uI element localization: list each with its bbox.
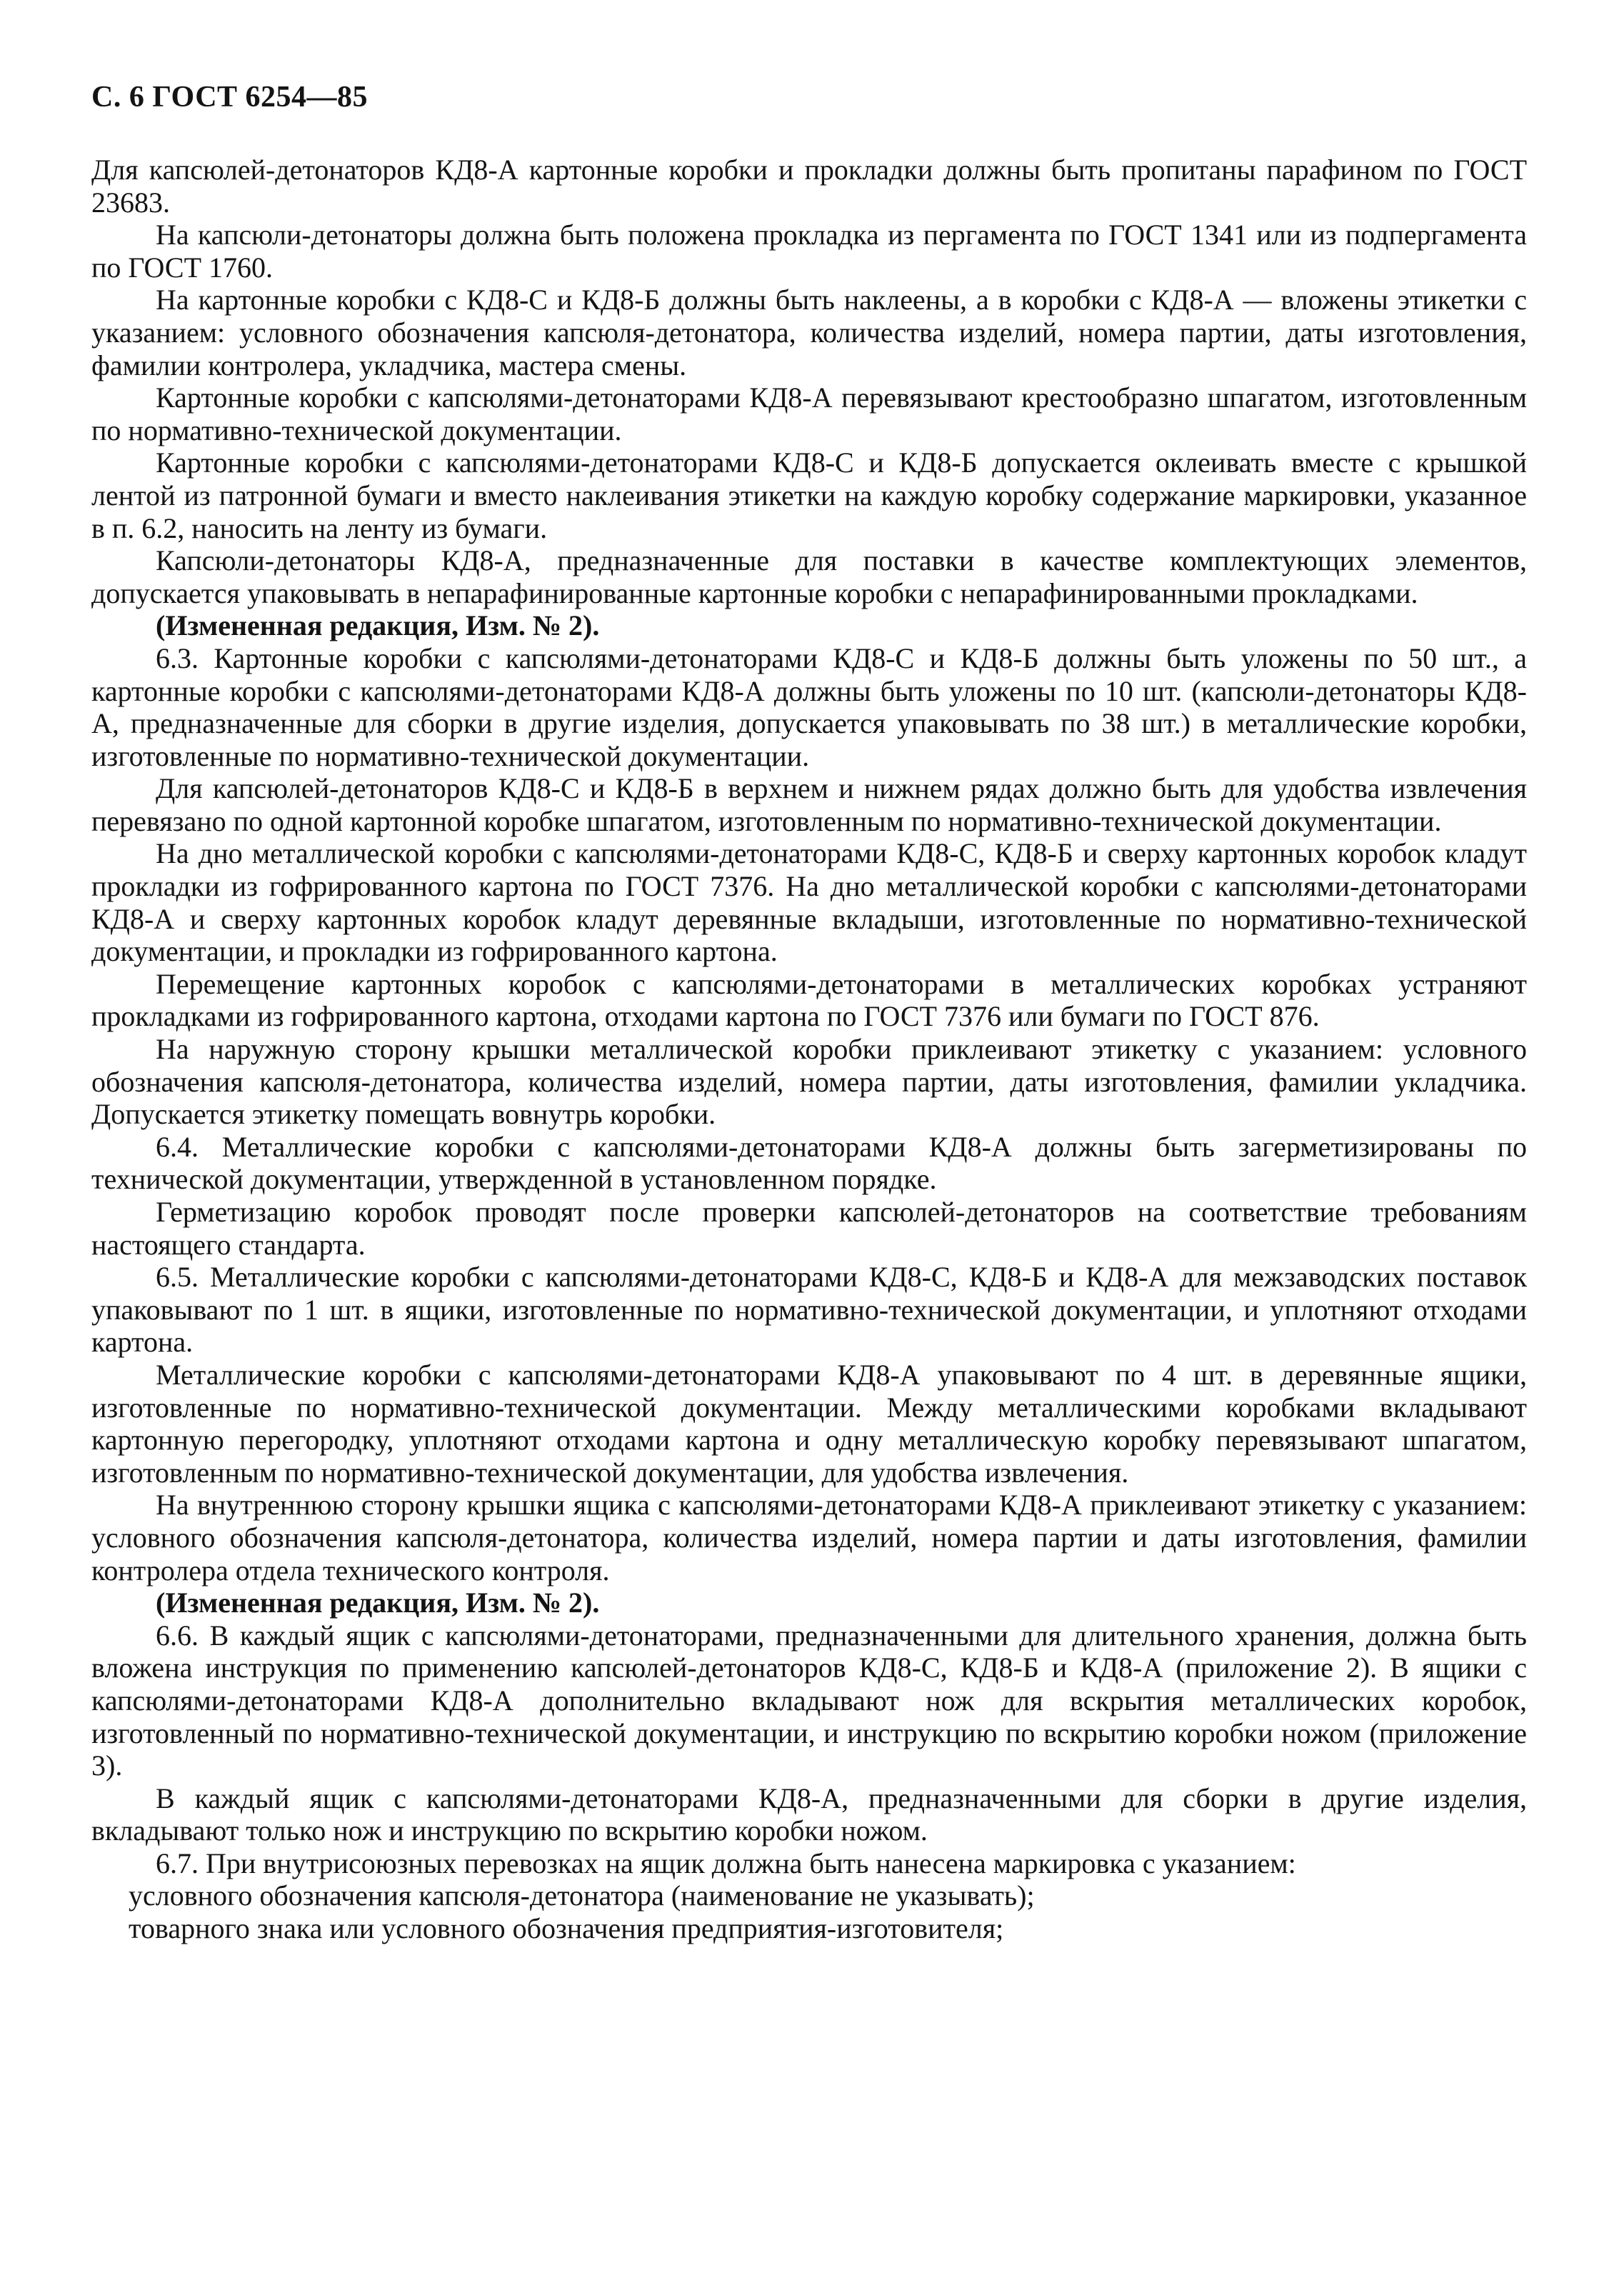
paragraph: На дно металлической коробки с капсюлями-детонаторами КД8-С, КД8-Б и сверху картонных коробок кладут прокладки из гофрированного картона по ГОСТ 7376. На дно металлической коробки с капсюлями-детонаторами КД8-А и сверху картонных коробок кладут деревянные вкладыши, изготовленные по нормативно-технической документации, и прокладки из гофрированного картона. xyxy=(91,837,1527,968)
paragraph: На наружную сторону крышки металлической коробки приклеивают этикетку с указанием: условного обозначения капсюля-детонатора, количества изделий, номера партии, даты изготовления, фамилии укладчика. Допускается этикетку помещать вовнутрь коробки. xyxy=(91,1033,1527,1131)
paragraph: Для капсюлей-детонаторов КД8-С и КД8-Б в верхнем и нижнем рядах должно быть для удобства извлечения перевязано по одной картонной коробке шпагатом, изготовленным по нормативно-технической документации. xyxy=(91,772,1527,837)
amendment-note: (Измененная редакция, Изм. № 2). xyxy=(156,609,600,642)
paragraph: Картонные коробки с капсюлями-детонаторами КД8-А перевязывают крестообразно шпагатом, изготовленным по нормативно-технической документации. xyxy=(91,381,1527,446)
amendment-note: (Измененная редакция, Изм. № 2). xyxy=(156,1587,600,1619)
paragraph: В каждый ящик с капсюлями-детонаторами КД8-А, предназначенными для сборки в другие изделия, вкладывают только нож и инструкцию по вскрытию коробки ножом. xyxy=(91,1782,1527,1847)
paragraph: Для капсюлей-детонаторов КД8-А картонные коробки и прокладки должны быть пропитаны парафином по ГОСТ 23683. xyxy=(91,154,1527,219)
list-item: товарного знака или условного обозначения предприятия-изготовителя; xyxy=(129,1912,1004,1945)
paragraph: Герметизацию коробок проводят после проверки капсюлей-детонаторов на соответствие требованиям настоящего стандарта. xyxy=(91,1196,1527,1261)
paragraph: Картонные коробки с капсюлями-детонаторами КД8-С и КД8-Б допускается оклеивать вместе с крышкой лентой из патронной бумаги и вместо наклеивания этикетки на каждую коробку содержание маркировки, указанное в п. 6.2, наносить на ленту из бумаги. xyxy=(91,446,1527,544)
paragraph: Металлические коробки с капсюлями-детонаторами КД8-А упаковывают по 4 шт. в деревянные ящики, изготовленные по нормативно-технической документации. Между металлическими коробками вкладывают картонную перегородку, уплотняют отходами картона и одну металлическую коробку перевязывают шпагатом, изготовленным по нормативно-технической документации, для удобства извлечения. xyxy=(91,1358,1527,1489)
paragraph: Капсюли-детонаторы КД8-А, предназначенные для поставки в качестве комплектующих элементов, допускается упаковывать в непарафинированные картонные коробки с непарафинированными прокладками. xyxy=(91,544,1527,609)
paragraph: На капсюли-детонаторы должна быть положена прокладка из пергамента по ГОСТ 1341 или из подпергамента по ГОСТ 1760. xyxy=(91,219,1527,284)
paragraph: 6.4. Металлические коробки с капсюлями-детонаторами КД8-А должны быть загерметизированы по технической документации, утвержденной в установленном порядке. xyxy=(91,1130,1527,1196)
paragraph: 6.5. Металлические коробки с капсюлями-детонаторами КД8-С, КД8-Б и КД8-А для межзаводских поставок упаковывают по 1 шт. в ящики, изготовленные по нормативно-технической документации, и уплотняют отходами картона. xyxy=(91,1261,1527,1359)
paragraph: 6.6. В каждый ящик с капсюлями-детонаторами, предназначенными для длительного хранения, должна быть вложена инструкция по применению капсюлей-детонаторов КД8-С, КД8-Б и КД8-А (приложение 2). В ящики с капсюлями-детонаторами КД8-А дополнительно вкладывают нож для вскрытия металлических коробок, изготовленный по нормативно-технической документации, и инструкцию по вскрытию коробки ножом (приложение 3). xyxy=(91,1619,1527,1782)
list-item: условного обозначения капсюля-детонатора (наименование не указывать); xyxy=(129,1879,1035,1912)
document-page xyxy=(91,80,1527,1945)
document-body xyxy=(91,154,1527,1945)
paragraph: 6.7. При внутрисоюзных перевозках на ящик должна быть нанесена маркировка с указанием: xyxy=(156,1847,1296,1879)
paragraph: На внутреннюю сторону крышки ящика с капсюлями-детонаторами КД8-А приклеивают этикетку с указанием: условного обозначения капсюля-детонатора, количества изделий, номера партии и даты изготовления, фамилии контролера отдела технического контроля. xyxy=(91,1489,1527,1587)
paragraph: На картонные коробки с КД8-С и КД8-Б должны быть наклеены, а в коробки с КД8-А — вложены этикетки с указанием: условного обозначения капсюля-детонатора, количества изделий, номера партии, даты изготовления, фамилии контролера, укладчика, мастера смены. xyxy=(91,284,1527,381)
paragraph: Перемещение картонных коробок с капсюлями-детонаторами в металлических коробках устраняют прокладками из гофрированного картона, отходами картона по ГОСТ 7376 или бумаги по ГОСТ 876. xyxy=(91,967,1527,1033)
paragraph: 6.3. Картонные коробки с капсюлями-детонаторами КД8-С и КД8-Б должны быть уложены по 50 шт., а картонные коробки с капсюлями-детонаторами КД8-А должны быть уложены по 10 шт. (капсюли-детонаторы КД8-А, предназначенные для сборки в другие изделия, допускается упаковывать по 38 шт.) в металлические коробки, изготовленные по нормативно-технической документации. xyxy=(91,641,1527,772)
page-header: С. 6 ГОСТ 6254—85 xyxy=(91,81,369,114)
